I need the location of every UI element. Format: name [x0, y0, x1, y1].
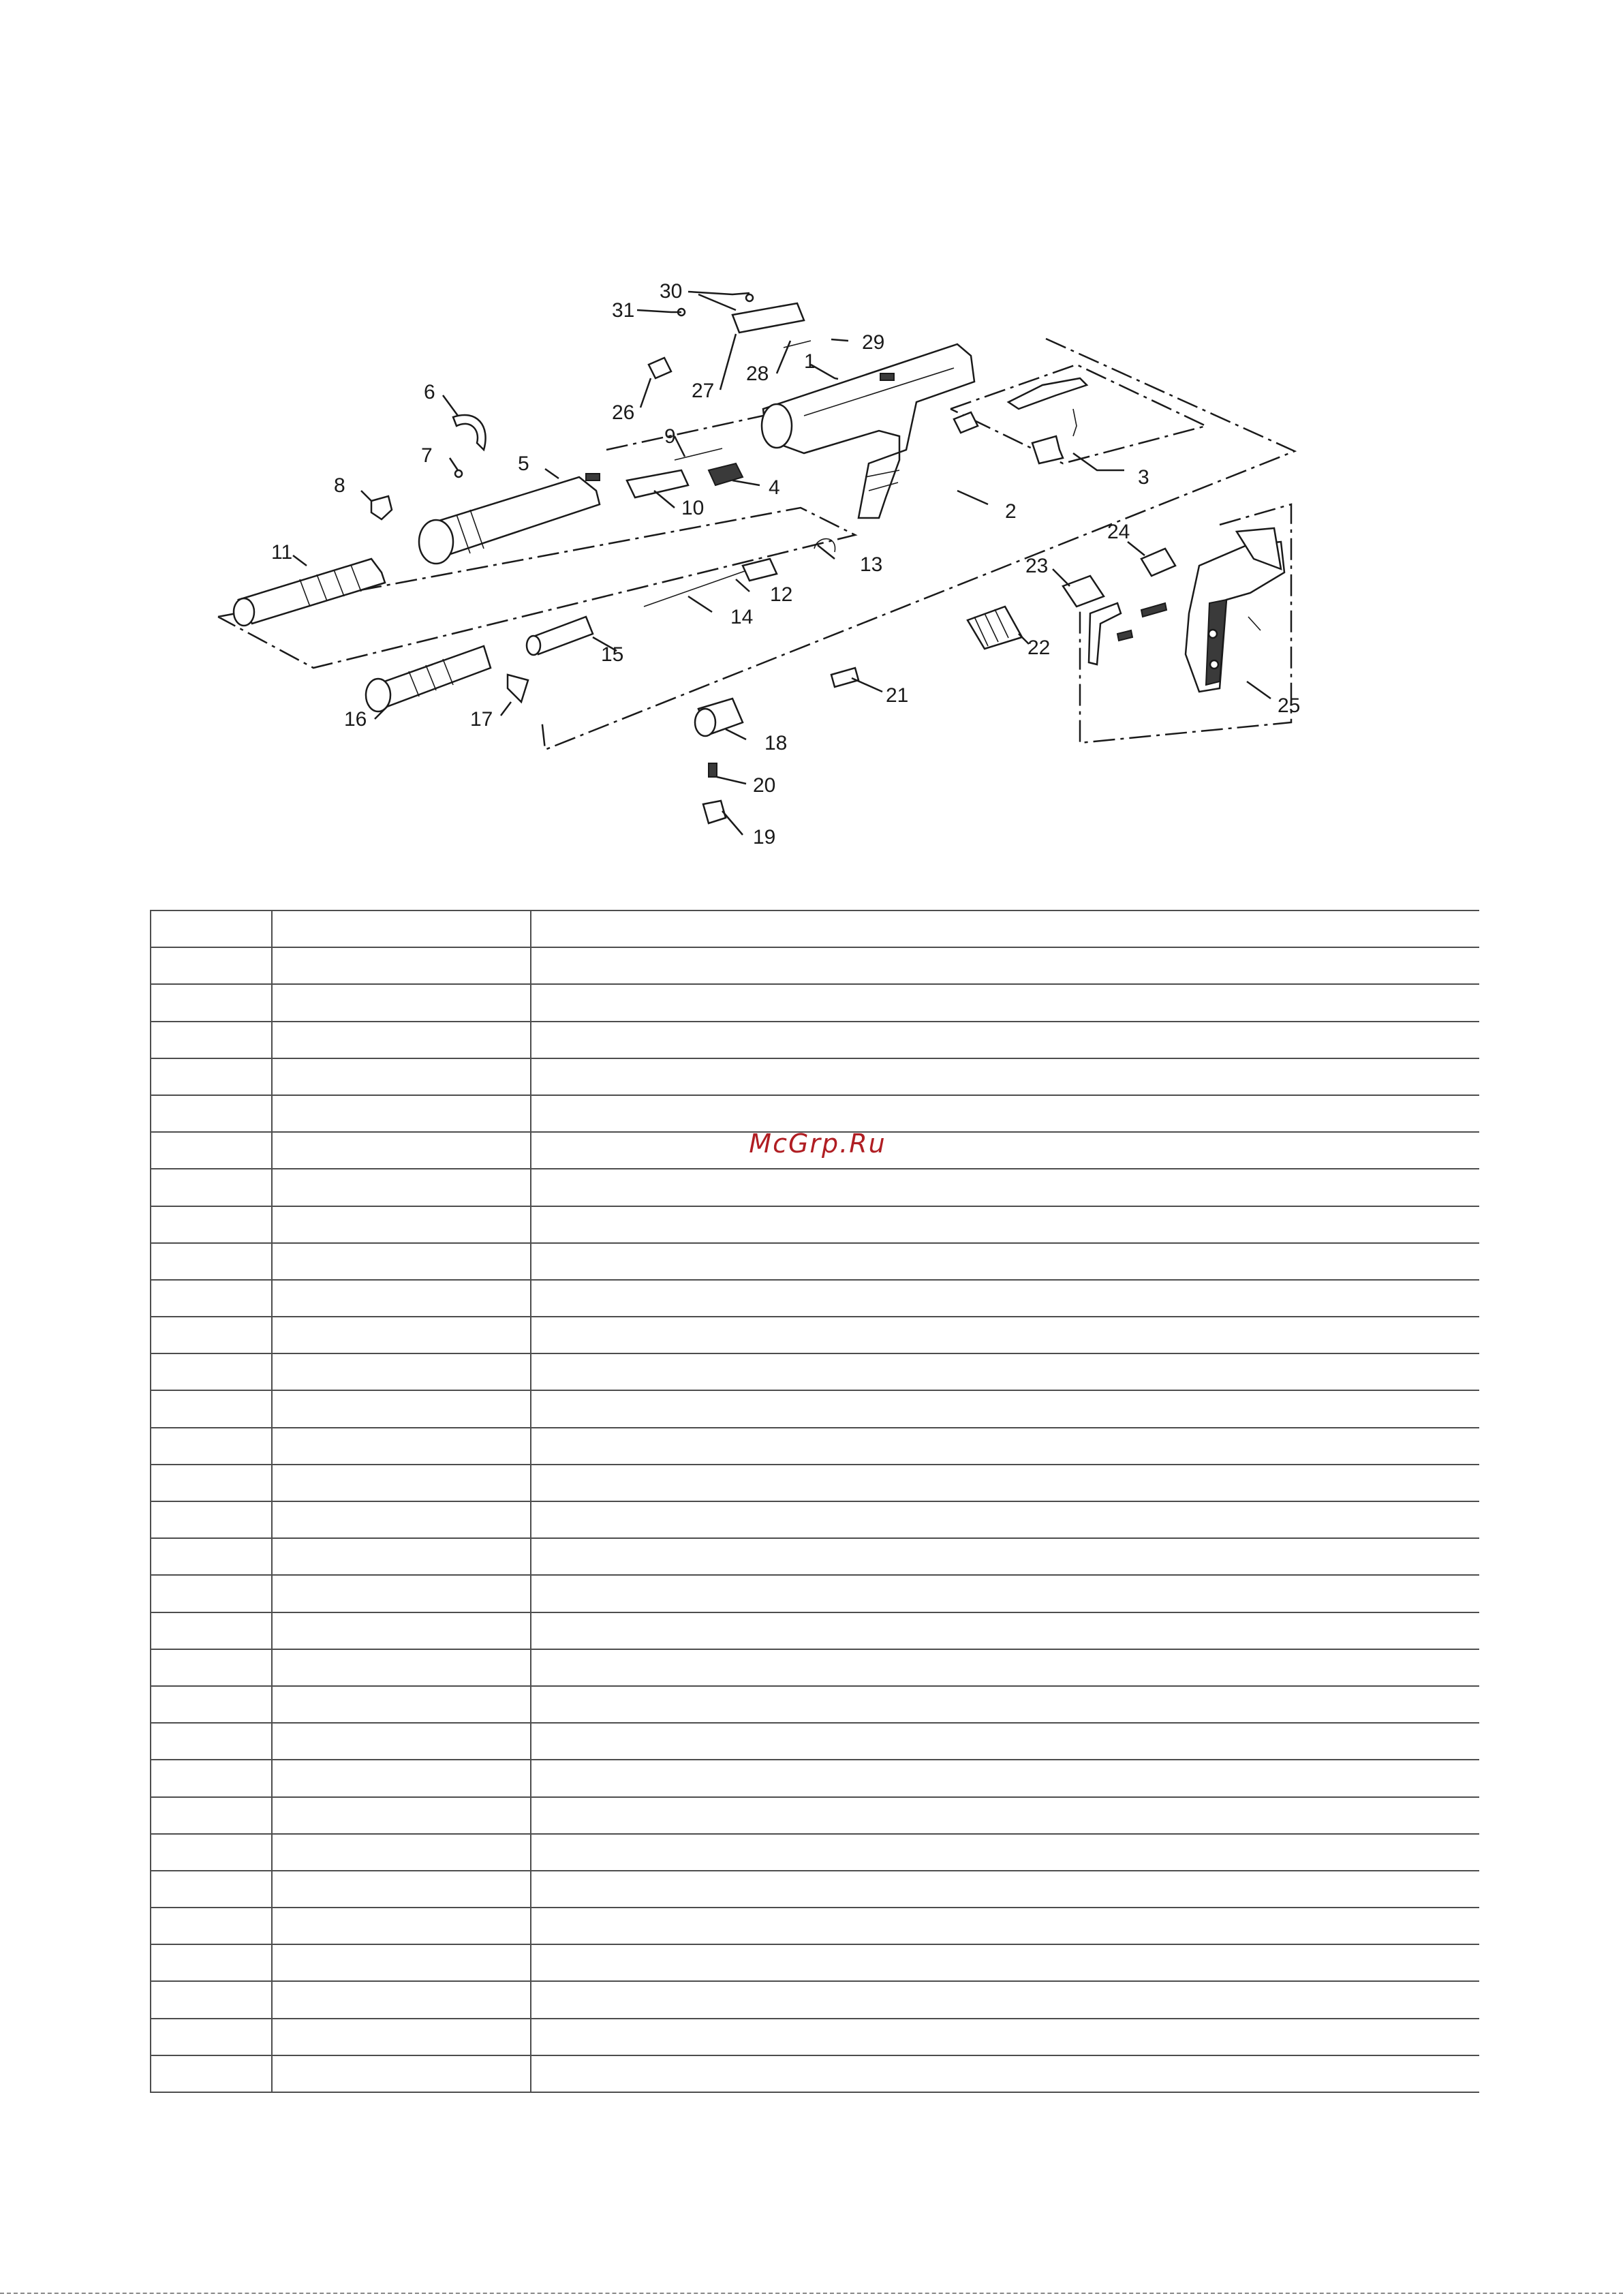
table-row: [151, 1908, 1479, 1944]
table-cell: [272, 1612, 531, 1649]
table-cell: [151, 1723, 272, 1760]
table-cell: [531, 1058, 1479, 1095]
table-cell: [531, 1169, 1479, 1206]
table-cell: [531, 1428, 1479, 1465]
exploded-parts-diagram: [0, 0, 1623, 886]
table-cell: [272, 1501, 531, 1538]
table-row: [151, 1871, 1479, 1908]
table-cell: [272, 2019, 531, 2055]
table-row: [151, 1428, 1479, 1465]
table-row: [151, 1686, 1479, 1723]
table-cell: [531, 1649, 1479, 1686]
table-cell: [151, 1871, 272, 1908]
table-cell: [272, 1095, 531, 1132]
table-cell: [272, 1760, 531, 1796]
table-row: [151, 1465, 1479, 1501]
part-11-sleeve: [234, 559, 385, 626]
callout-1: 1: [804, 350, 816, 373]
table-cell: [151, 1428, 272, 1465]
table-cell: [272, 1834, 531, 1871]
table-cell: [272, 1944, 531, 1981]
table-row: [151, 1058, 1479, 1095]
table-cell: [272, 947, 531, 984]
table-cell: [531, 984, 1479, 1021]
table-cell: [151, 1206, 272, 1243]
part-3-trigger-group: [954, 378, 1087, 463]
table-cell: [151, 1834, 272, 1871]
callout-7: 7: [421, 444, 433, 467]
table-cell: [151, 1390, 272, 1427]
table-cell: [151, 1612, 272, 1649]
callout-8: 8: [334, 474, 345, 497]
table-cell: [272, 1797, 531, 1834]
table-cell: [531, 947, 1479, 984]
callout-24: 24: [1107, 521, 1130, 543]
callout-31: 31: [612, 299, 635, 322]
table-cell: [531, 1686, 1479, 1723]
parts-list-table: [150, 910, 1479, 2093]
table-row: [151, 1243, 1479, 1280]
table-row: [151, 1649, 1479, 1686]
table-row: [151, 2055, 1479, 2092]
table-row: [151, 1022, 1479, 1058]
table-cell: [272, 1981, 531, 2018]
table-row: [151, 910, 1479, 947]
table-cell: [272, 1280, 531, 1317]
table-cell: [531, 1022, 1479, 1058]
table-cell: [531, 2019, 1479, 2055]
table-cell: [151, 1022, 272, 1058]
table-row: [151, 1760, 1479, 1796]
callout-4: 4: [769, 476, 780, 499]
table-cell: [531, 1280, 1479, 1317]
table-row: [151, 1317, 1479, 1353]
table-cell: [272, 1243, 531, 1280]
table-row: [151, 1206, 1479, 1243]
table-cell: [531, 1981, 1479, 2018]
table-cell: [531, 1723, 1479, 1760]
table-cell: [531, 2055, 1479, 2092]
table-cell: [272, 2055, 531, 2092]
table-cell: [531, 1501, 1479, 1538]
callout-25: 25: [1278, 694, 1301, 717]
table-cell: [151, 1280, 272, 1317]
callout-21: 21: [886, 684, 909, 707]
table-cell: [531, 1944, 1479, 1981]
table-row: [151, 1575, 1479, 1612]
callout-22: 22: [1027, 637, 1051, 659]
table-cell: [151, 1095, 272, 1132]
callout-16: 16: [344, 708, 367, 731]
part-1-body: [762, 344, 974, 518]
table-cell: [151, 2019, 272, 2055]
callout-29: 29: [862, 331, 885, 354]
table-cell: [272, 1169, 531, 1206]
table-cell: [151, 1132, 272, 1169]
table-cell: [531, 1538, 1479, 1575]
table-row: [151, 1501, 1479, 1538]
table-row: [151, 1834, 1479, 1871]
table-cell: [151, 1686, 272, 1723]
table-cell: [151, 1538, 272, 1575]
callout-12: 12: [770, 583, 793, 606]
table-cell: [531, 1353, 1479, 1390]
table-cell: [531, 1243, 1479, 1280]
table-cell: [531, 1132, 1479, 1169]
table-cell: [151, 1501, 272, 1538]
table-cell: [531, 1612, 1479, 1649]
callout-14: 14: [730, 606, 754, 628]
table-row: [151, 1280, 1479, 1317]
table-cell: [531, 1834, 1479, 1871]
table-cell: [151, 1760, 272, 1796]
table-cell: [151, 1317, 272, 1353]
callout-2: 2: [1005, 500, 1017, 523]
callout-3: 3: [1138, 466, 1149, 489]
table-cell: [531, 1871, 1479, 1908]
callout-23: 23: [1025, 555, 1049, 577]
table-row: [151, 984, 1479, 1021]
table-cell: [272, 1575, 531, 1612]
table-cell: [151, 1944, 272, 1981]
table-cell: [151, 1169, 272, 1206]
table-cell: [531, 1908, 1479, 1944]
callout-30: 30: [660, 280, 683, 303]
table-cell: [531, 1797, 1479, 1834]
table-cell: [531, 1390, 1479, 1427]
table-cell: [531, 1465, 1479, 1501]
callout-19: 19: [753, 826, 776, 848]
table-cell: [272, 1058, 531, 1095]
table-cell: [272, 910, 531, 947]
table-row: [151, 1797, 1479, 1834]
table-cell: [272, 1390, 531, 1427]
table-row: [151, 2019, 1479, 2055]
table-cell: [272, 1686, 531, 1723]
table-cell: [531, 1575, 1479, 1612]
table-row: [151, 1390, 1479, 1427]
callout-17: 17: [470, 708, 493, 731]
part-25-grip: [1089, 528, 1284, 692]
callout-20: 20: [753, 774, 776, 797]
table-row: [151, 1723, 1479, 1760]
table-cell: [272, 1538, 531, 1575]
table-cell: [151, 1797, 272, 1834]
footer-divider: [0, 2293, 1623, 2294]
table-cell: [272, 1353, 531, 1390]
table-cell: [151, 1649, 272, 1686]
table-row: [151, 947, 1479, 984]
part-5-cylinder: [419, 474, 600, 564]
callout-5: 5: [518, 453, 529, 475]
table-cell: [272, 1871, 531, 1908]
table-cell: [272, 1465, 531, 1501]
table-row: [151, 1944, 1479, 1981]
callout-18: 18: [764, 732, 788, 754]
table-cell: [151, 2055, 272, 2092]
table-row: [151, 1538, 1479, 1575]
table-cell: [272, 1317, 531, 1353]
table-cell: [151, 1981, 272, 2018]
table-cell: [151, 1058, 272, 1095]
callout-27: 27: [692, 380, 715, 402]
watermark-text: McGrp.Ru: [749, 1129, 886, 1159]
table-cell: [272, 1022, 531, 1058]
table-cell: [151, 947, 272, 984]
table-cell: [272, 1649, 531, 1686]
table-cell: [151, 1243, 272, 1280]
table-cell: [531, 910, 1479, 947]
table-cell: [151, 910, 272, 947]
callout-11: 11: [271, 541, 293, 564]
callout-6: 6: [424, 381, 435, 403]
callout-10: 10: [681, 497, 705, 519]
table-row: [151, 1353, 1479, 1390]
table-cell: [531, 1760, 1479, 1796]
table-cell: [272, 1428, 531, 1465]
callout-9: 9: [664, 425, 676, 448]
callout-28: 28: [746, 363, 769, 385]
table-cell: [151, 1465, 272, 1501]
table-cell: [151, 1353, 272, 1390]
table-cell: [531, 1317, 1479, 1353]
table-cell: [272, 984, 531, 1021]
table-cell: [272, 1723, 531, 1760]
callout-13: 13: [860, 553, 883, 576]
table-cell: [151, 1575, 272, 1612]
table-cell: [272, 1206, 531, 1243]
table-cell: [531, 1095, 1479, 1132]
table-row: [151, 1981, 1479, 2018]
callout-15: 15: [601, 643, 624, 666]
table-cell: [151, 1908, 272, 1944]
table-cell: [272, 1132, 531, 1169]
table-row: [151, 1095, 1479, 1132]
table-cell: [531, 1206, 1479, 1243]
table-row: [151, 1612, 1479, 1649]
table-row: [151, 1169, 1479, 1206]
table-cell: [151, 984, 272, 1021]
table-cell: [272, 1908, 531, 1944]
callout-26: 26: [612, 401, 635, 424]
